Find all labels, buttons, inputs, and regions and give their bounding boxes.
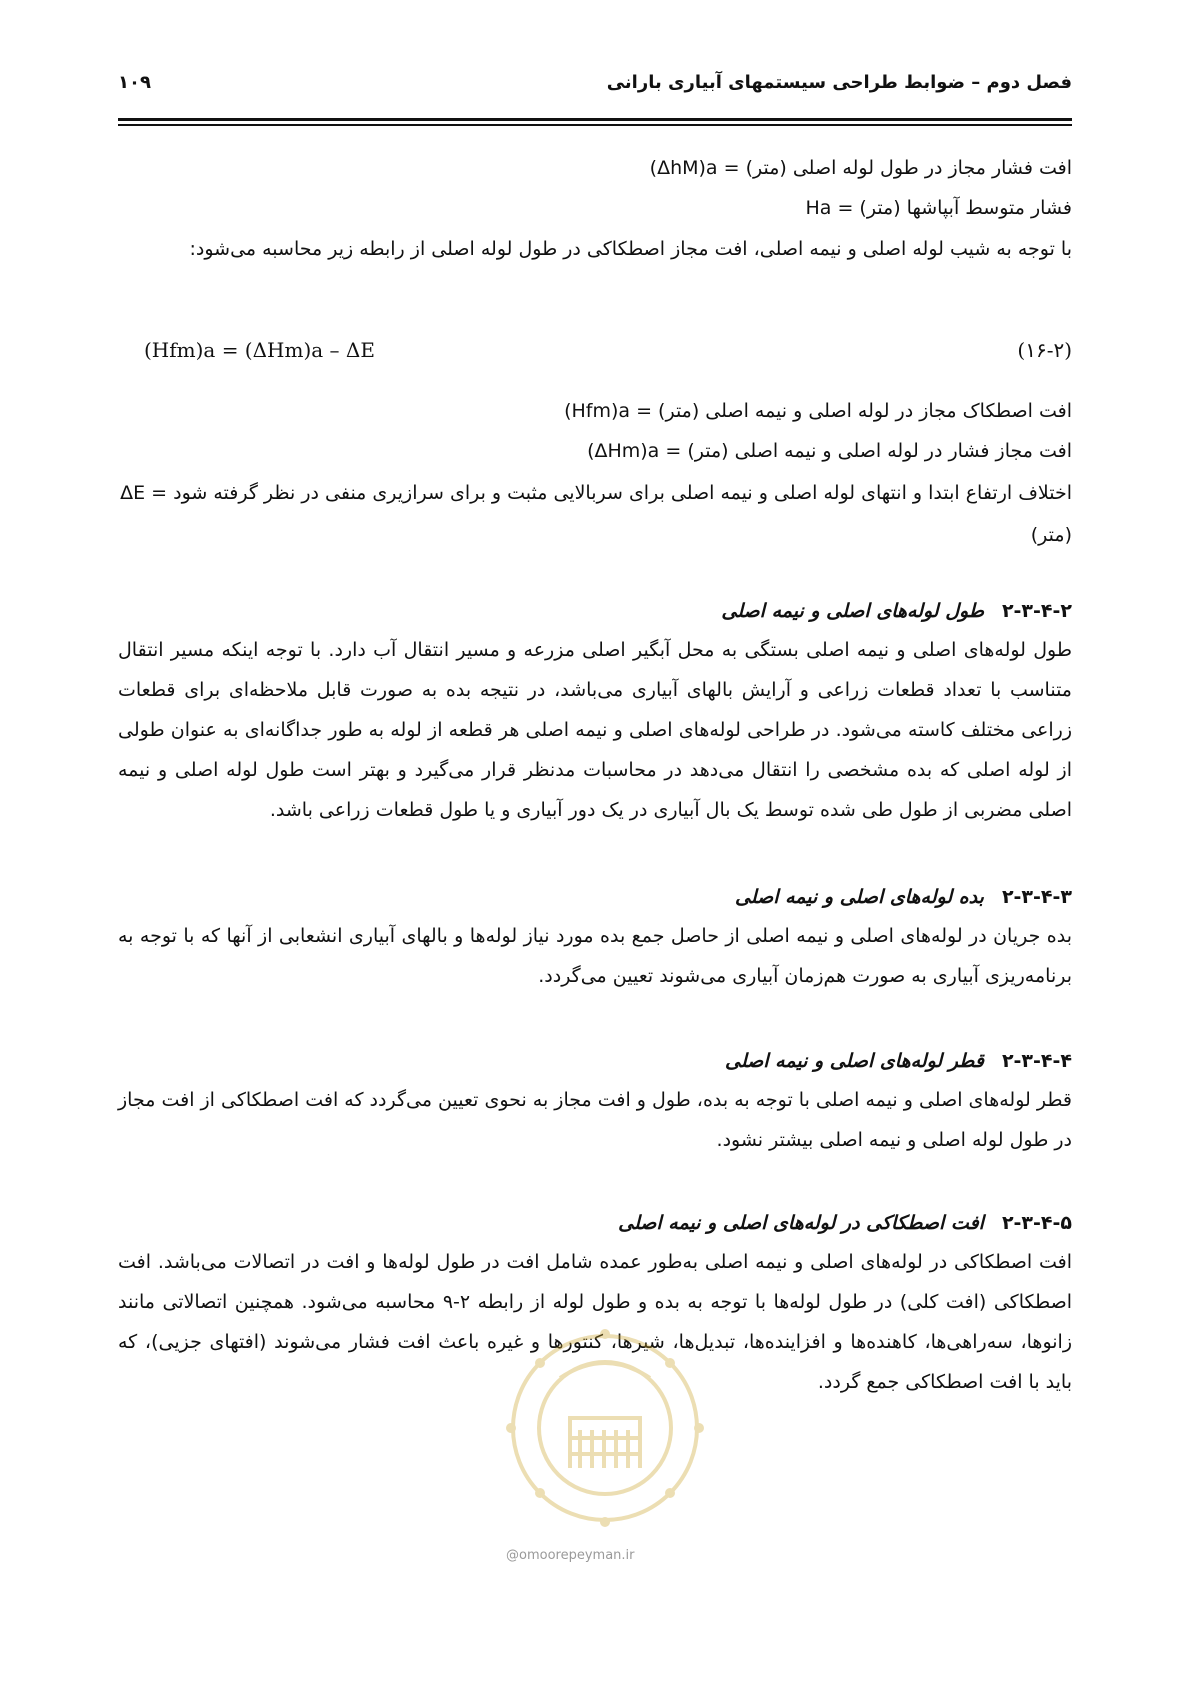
- section-body: طول لوله‌های اصلی و نیمه اصلی بستگی به محل آبگیر اصلی مزرعه و مسیر انتقال آب دارد. با توجه اینکه مسیر انتقال متناسب با تعداد قطعات زراعی و آرایش بالهای آبیاری می‌باشد، در نتیجه بده به صورت قابل ملاحظه‌ای برای قطعات زراعی مختلف کاسته می‌شود. در طراحی لوله‌های اصلی و نیمه اصلی هر قطعه از لوله به طور جداگانه‌ای به عنوان طولی از لوله اصلی که بده مشخصی را انتقال می‌دهد در محاسبات مدنظر قرار می‌گیرد و بهتر است طول لوله اصلی و نیمه اصلی مضربی از طول طی شده توسط یک بال آبیاری در یک دور آبیاری و یا طول قطعات زراعی باشد.: [118, 639, 1072, 821]
- chapter-title: فصل دوم – ضوابط طراحی سیستمهای آبیاری بارانی: [606, 72, 1072, 93]
- section-heading: [721, 600, 1072, 622]
- definition-dhm-a: (ΔHm)a = افت مجاز فشار در لوله اصلی و نیمه اصلی (متر): [587, 440, 1072, 462]
- watermark-seal-icon: [500, 1318, 710, 1538]
- section-title: طول لوله‌های اصلی و نیمه اصلی: [721, 600, 984, 622]
- section-heading: [618, 1212, 1072, 1234]
- equation-number: (۱۶-۲): [1017, 338, 1072, 362]
- header-rule-thin: [118, 124, 1072, 126]
- definition-de-unit: (متر): [1030, 524, 1072, 546]
- section-number: ۲-۳-۴-۴: [1001, 1050, 1072, 1072]
- definition-hfm: (Hfm)a = افت اصطکاک مجاز در لوله اصلی و نیمه اصلی (متر): [564, 400, 1072, 422]
- section-number: ۲-۳-۴-۲: [1001, 600, 1072, 622]
- section-title: بده لوله‌های اصلی و نیمه اصلی: [734, 886, 984, 908]
- definition-de: ΔE = اختلاف ارتفاع ابتدا و انتهای لوله اصلی و نیمه اصلی برای سربالایی مثبت و برای سرازیری منفی در نظر گرفته شود: [120, 482, 1072, 504]
- section-title: افت اصطکاکی در لوله‌های اصلی و نیمه اصلی: [618, 1212, 984, 1234]
- section-heading: [735, 886, 1072, 908]
- definition-dhm: (ΔhM)a = افت فشار مجاز در طول لوله اصلی (متر): [649, 157, 1072, 179]
- section-body: افت اصطکاکی در لوله‌های اصلی و نیمه اصلی به‌طور عمده شامل افت در طول لوله‌ها و افت در اتصالات می‌باشد. افت اصطکاکی (افت کلی) در طول لوله‌ها با توجه به بده و طول لوله از رابطه ۲-۹ محاسبه می‌شود. همچنین اتصالاتی مانند زانوها، سه‌راهی‌ها، کاهنده‌ها و افزاینده‌ها، تبدیل‌ها، شیرها، کنتورها و غیره باعث افت فشار می‌شوند (افتهای جزیی)، که باید با افت اصطکاکی جمع گردد.: [118, 1251, 1072, 1393]
- section-number: ۲-۳-۴-۵: [1001, 1212, 1072, 1234]
- section-title: قطر لوله‌های اصلی و نیمه اصلی: [725, 1050, 984, 1072]
- section-heading: [725, 1050, 1072, 1072]
- page-number: ۱۰۹: [118, 72, 151, 93]
- intro-sentence: با توجه به شیب لوله اصلی و نیمه اصلی، افت مجاز اصطکاکی در طول لوله اصلی از رابطه زیر محاسبه می‌شود:: [189, 238, 1072, 260]
- header-rule-thick: [118, 118, 1072, 121]
- page-header: [118, 72, 1072, 102]
- section-body: بده جریان در لوله‌های اصلی و نیمه اصلی از حاصل جمع بده مورد نیاز لوله‌ها و بالهای آبیاری انشعابی از آنها که با توجه به برنامه‌ریزی آبیاری به صورت هم‌زمان آبیاری می‌شوند تعیین می‌گردد.: [118, 925, 1072, 987]
- section-number: ۲-۳-۴-۳: [1001, 886, 1072, 908]
- equation-formula: (Hfm)a = (ΔHm)a – ΔE: [144, 338, 375, 362]
- definition-ha: Ha = فشار متوسط آبپاشها (متر): [805, 197, 1072, 219]
- watermark-site: @omoorepeyman.ir: [506, 1548, 635, 1563]
- section-body: قطر لوله‌های اصلی و نیمه اصلی با توجه به بده، طول و افت مجاز به نحوی تعیین می‌گردد که افت اصطکاکی از افت مجاز در طول لوله اصلی و نیمه اصلی بیشتر نشود.: [118, 1089, 1072, 1151]
